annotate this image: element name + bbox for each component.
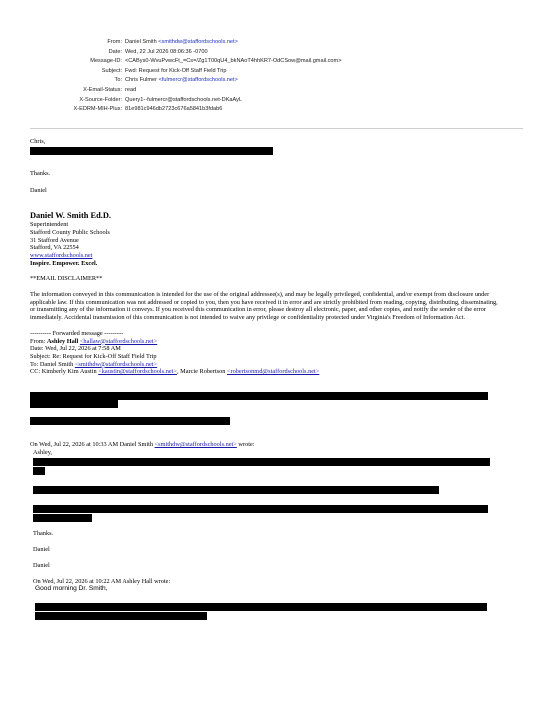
quote1-intro-end: wrote: xyxy=(236,441,255,449)
header-to xyxy=(0,76,553,86)
disclaimer-heading: **EMAIL DISCLAIMER** xyxy=(30,275,103,283)
forwarded-from-label: From: xyxy=(30,337,47,345)
header-date xyxy=(0,48,553,58)
message-id-value: <CABys0-WvuPvwcFt_=Cs=/Zg1T00qU4_bkNAoT4hhKR7-OdCSow@mail.gmail.com> xyxy=(125,58,342,65)
signature-block xyxy=(30,211,500,267)
greeting: Chris, xyxy=(30,138,46,145)
redaction-bar xyxy=(30,417,230,425)
email-header xyxy=(0,38,553,115)
source-folder-value: Query1--fulmercr@staffordschools.net-DKaAyL xyxy=(125,96,243,103)
email-status-label: X-Email-Status: xyxy=(83,86,122,93)
redaction-bar xyxy=(33,486,439,494)
quote1-signoff: Daniel xyxy=(33,546,50,554)
quote1-signoff-repeat: Daniel xyxy=(33,561,50,569)
signature-address-line2: Stafford, VA 22554 xyxy=(30,244,79,252)
quote1-thanks: Thanks. xyxy=(33,530,54,538)
from-label: From: xyxy=(107,39,122,45)
forwarded-marker: ---------- Forwarded message --------- xyxy=(30,329,124,337)
header-message-id xyxy=(0,57,553,67)
redacted-block-1 xyxy=(30,392,500,425)
header-subject xyxy=(0,67,553,77)
quote2-intro: On Wed, Jul 22, 2026 at 10:22 AM Ashley Hall wrote: xyxy=(33,577,171,585)
header-source-folder xyxy=(0,96,553,106)
quote1-intro xyxy=(30,441,500,449)
signature-name: Daniel W. Smith Ed.D. xyxy=(30,211,111,221)
quote1-intro-email-link[interactable]: <smithdw@staffordschools.net> xyxy=(154,441,237,449)
date-value: Wed, 22 Jul 2026 08:06:36 -0700 xyxy=(125,48,208,55)
from-email-link[interactable]: <smithdw@staffordschools.net> xyxy=(158,39,238,45)
email-body xyxy=(30,138,500,620)
date-label: Date: xyxy=(108,48,122,55)
signature-website-link[interactable]: www.staffordschools.net xyxy=(30,251,93,259)
signature-title: Superintendent xyxy=(30,221,69,229)
forwarded-date: Date: Wed, Jul 22, 2026 at 7:58 AM xyxy=(30,345,121,353)
email-status-value: read xyxy=(125,86,137,93)
redaction-bar xyxy=(30,400,118,408)
header-from xyxy=(0,38,553,48)
disclaimer-text: The information conveyed in this communication is intended for the use of the original addressee(s), and may be legally privileged, confidential, and/or exempt from disclosure under applicable law. If this communication was not addressed or copied to you, then you have received it in error and are strictly prohibited from reading, copying, distributing, disseminating, or transmitting any of the information it conveys. If you received this communication in error, please destroy all electronic, paper, and other copies, and notify the sender of the error immediately. Accidental transmission of this communication is not intended to waive any privilege or confidentiality protected under Virginia's Freedom of Information Act. xyxy=(30,291,498,322)
subject-label: Subject: xyxy=(101,67,122,74)
forwarded-to-label: To: Daniel Smith xyxy=(30,360,75,368)
quote1-intro-text: On Wed, Jul 22, 2026 at 10:33 AM Daniel Smith xyxy=(30,441,155,449)
quote1-greeting: Ashley, xyxy=(33,448,53,456)
forwarded-from-name: Ashley Hall xyxy=(46,337,79,345)
edrm-label: X-EDRM-MIH-Plus: xyxy=(73,106,122,113)
forwarded-to xyxy=(30,361,500,369)
signoff: Daniel xyxy=(30,187,47,195)
quote1-content xyxy=(33,449,500,570)
redaction-bar xyxy=(35,603,487,611)
forwarded-cc-label: CC: Kimberly Kim Austin xyxy=(30,368,99,376)
forwarded-from xyxy=(30,338,500,346)
to-email-link[interactable]: <fulmercr@staffordschools.net> xyxy=(158,77,238,84)
redaction-bar xyxy=(33,514,92,522)
forwarded-cc-mid: , Marcie Robertson xyxy=(176,368,227,376)
to-name: Chris Fulmer xyxy=(125,77,158,84)
redaction-bar xyxy=(33,505,488,513)
forwarded-message xyxy=(30,330,500,376)
forwarded-to-email-link[interactable]: <smithdw@staffordschools.net> xyxy=(74,360,158,368)
edrm-value: 81e981c946db2723c676a5841b3fdab6 xyxy=(125,106,223,113)
signature-address-line1: 31 Stafford Avenue xyxy=(30,236,79,244)
to-label: To: xyxy=(114,77,122,84)
forwarded-cc-email1-link[interactable]: <kaustin@staffordschools.net> xyxy=(98,368,177,376)
signature-org: Stafford County Public Schools xyxy=(30,228,110,236)
forwarded-cc xyxy=(30,368,500,376)
forwarded-subject: Subject: Re: Request for Kick-Off Staff Field Trip xyxy=(30,352,157,360)
redaction-bar xyxy=(30,147,273,155)
redaction-bar xyxy=(35,612,207,620)
forwarded-cc-email2-link[interactable]: <robertsonmd@staffordschools.net> xyxy=(226,368,320,376)
forwarded-from-email-link[interactable]: <hallaw@staffordschools.net> xyxy=(79,337,158,345)
quote2-content xyxy=(35,585,500,620)
quote2-greeting: Good morning Dr. Smith, xyxy=(35,585,108,593)
thanks-text: Thanks. xyxy=(30,169,51,177)
from-name: Daniel Smith xyxy=(125,39,157,45)
redaction-bar xyxy=(33,458,490,466)
redaction-bar xyxy=(33,467,45,475)
header-edrm xyxy=(0,105,553,115)
subject-value: Fwd: Request for Kick-Off Staff Field Trip xyxy=(125,67,227,74)
message-id-label: Message-ID: xyxy=(90,58,122,65)
source-folder-label: X-Source-Folder: xyxy=(79,96,122,103)
quoted-reply-2 xyxy=(30,578,500,620)
signature-motto: Inspire. Empower. Excel. xyxy=(30,259,98,267)
quoted-reply-1 xyxy=(30,441,500,570)
redaction-bar xyxy=(30,392,488,400)
header-email-status xyxy=(0,86,553,96)
header-divider xyxy=(30,128,523,129)
